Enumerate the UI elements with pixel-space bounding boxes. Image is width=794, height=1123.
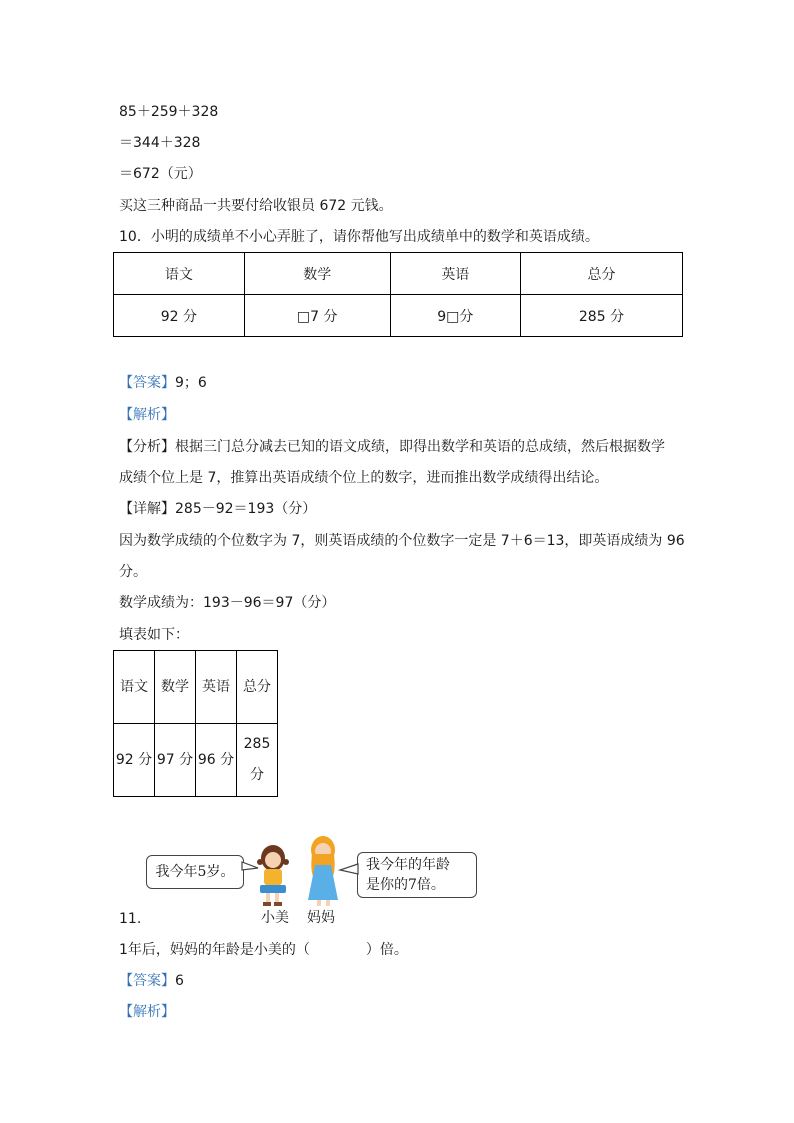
- bubble-tail-left: [242, 862, 258, 870]
- name-label-xiaomei: 小美: [261, 910, 289, 926]
- table-cell: 285 分: [237, 724, 278, 797]
- speech-bubble-xiaomei: 我今年5岁。: [146, 855, 244, 889]
- analysis-tag-11: 【解析】: [119, 1004, 175, 1020]
- table-row: [114, 253, 683, 295]
- bubble-line-1: 我今年的年龄: [366, 857, 450, 873]
- detail-tag: 【详解】: [119, 501, 175, 517]
- detail-line-1: [119, 499, 316, 519]
- table-row: [114, 295, 683, 337]
- table-cell: 97 分: [155, 724, 196, 797]
- fenxi-line-2: 成绩个位上是 7，推算出英语成绩个位上的数字，进而推出数学成绩得出结论。: [119, 470, 609, 486]
- table-row: [114, 651, 278, 724]
- detail-line-4: 数学成绩为：193－96＝97（分）: [119, 595, 336, 611]
- fenxi-line-1: [119, 437, 665, 457]
- table-header-cell: 语文: [114, 253, 245, 295]
- characters-illustration: [240, 832, 370, 912]
- answer-tag: 【答案】: [119, 375, 175, 391]
- calc-conclusion: 买这三种商品一共要付给收银员 672 元钱。: [119, 198, 393, 214]
- question-11: 1年后，妈妈的年龄是小美的（ ）倍。: [119, 942, 408, 958]
- mother-icon: [308, 836, 338, 906]
- filled-score-table: [113, 650, 278, 797]
- fenxi-text: 根据三门总分减去已知的语文成绩，即得出数学和英语的总成绩，然后根据数学: [175, 439, 665, 455]
- table-cell: 285 分: [520, 295, 682, 337]
- question-11-number: 11.: [119, 911, 142, 927]
- question-10: 10．小明的成绩单不小心弄脏了，请你帮他写出成绩单中的数学和英语成绩。: [119, 229, 599, 245]
- bubble-line-2: 是你的7倍。: [366, 877, 445, 893]
- answer-11: [119, 971, 184, 991]
- name-label-mom: 妈妈: [307, 910, 335, 926]
- table-header-cell: 数学: [244, 253, 390, 295]
- table-cell: 9□分: [390, 295, 520, 337]
- score-table: [113, 252, 683, 337]
- answer-tag: 【答案】: [119, 973, 175, 989]
- table-cell: 92 分: [114, 295, 245, 337]
- table-header-cell: 英语: [390, 253, 520, 295]
- table-header-cell: 英语: [196, 651, 237, 724]
- table-header-cell: 总分: [520, 253, 682, 295]
- answer-value: 6: [175, 973, 184, 989]
- table-cell: □7 分: [244, 295, 390, 337]
- bubble-tail-right: [340, 864, 358, 874]
- speech-bubble-mom: [357, 852, 477, 898]
- table-header-cell: 数学: [155, 651, 196, 724]
- calc-line-3: ＝672（元）: [119, 166, 202, 182]
- detail-text: 285－92＝193（分）: [175, 501, 317, 517]
- table-header-cell: 总分: [237, 651, 278, 724]
- detail-line-2: 因为数学成绩的个位数字为 7，则英语成绩的个位数字一定是 7＋6＝13，即英语成绩为 96: [119, 533, 685, 549]
- girl-icon: [257, 845, 289, 906]
- calc-line-1: 85＋259＋328: [119, 104, 219, 120]
- table-header-cell: 语文: [114, 651, 155, 724]
- table-cell: 92 分: [114, 724, 155, 797]
- answer-value: 9；6: [175, 375, 207, 391]
- answer-10: [119, 373, 207, 393]
- calc-line-2: ＝344＋328: [119, 135, 201, 151]
- table-cell: 96 分: [196, 724, 237, 797]
- fenxi-tag: 【分析】: [119, 439, 175, 455]
- detail-line-3: 分。: [119, 564, 147, 580]
- analysis-tag-10: 【解析】: [119, 407, 175, 423]
- detail-line-5: 填表如下：: [119, 627, 189, 643]
- table-row: [114, 724, 278, 797]
